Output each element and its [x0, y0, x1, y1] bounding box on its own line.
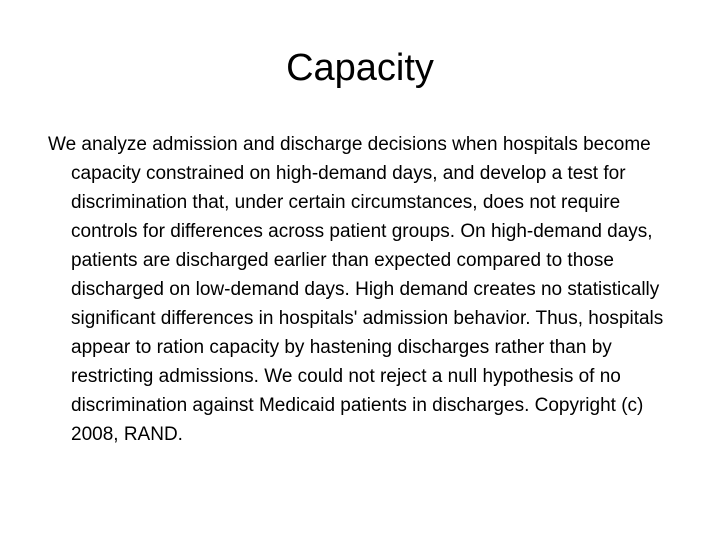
slide-title: Capacity [286, 47, 434, 89]
slide-body-text: We analyze admission and discharge decisions when hospitals become capacity constrained on high-demand days, and develop a test for discrimination that, under certain circumstances, does not require controls for differences across patient groups. On high-demand days, patients are discharged earlier than expected compared to those discharged on low-demand days. High demand creates no statistically significant differences in hospitals' admission behavior. Thus, hospitals appear to ration capacity by hastening discharges rather than by restricting admissions. We could not reject a null hypothesis of no discrimination against Medicaid patients in discharges. Copyright (c) 2008, RAND. [48, 134, 664, 445]
